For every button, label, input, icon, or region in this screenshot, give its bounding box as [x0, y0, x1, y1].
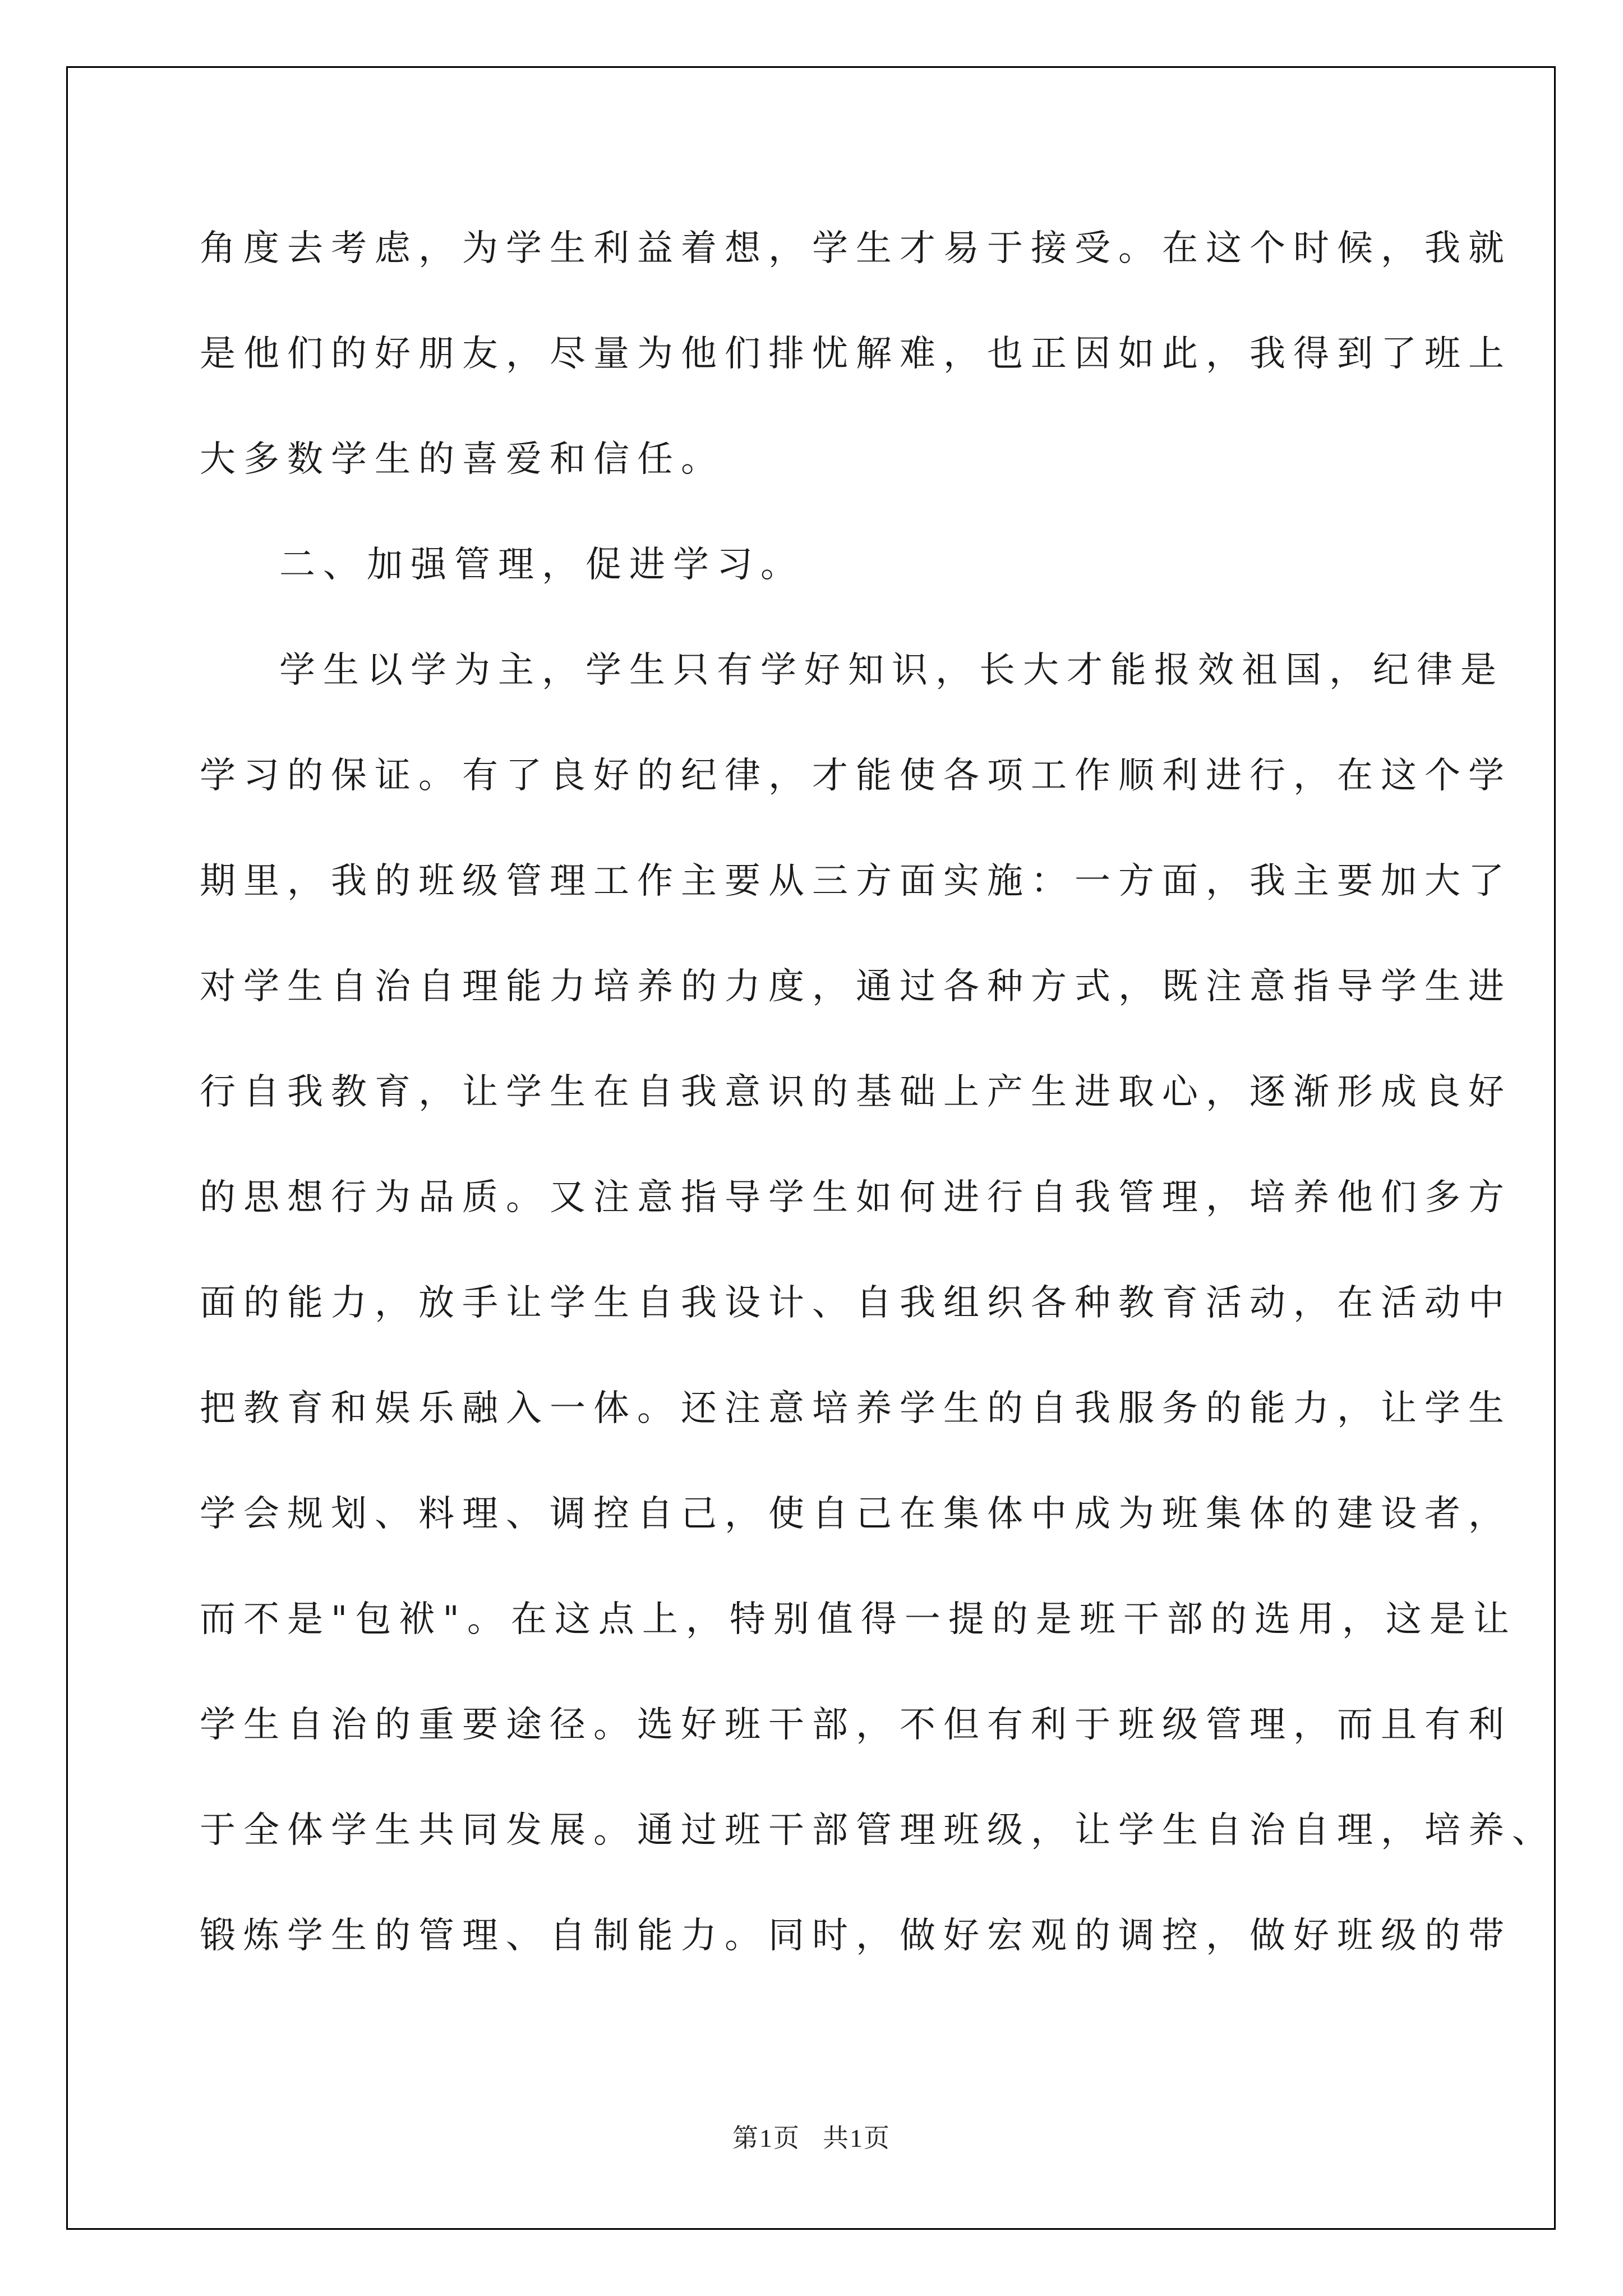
text-line: 学习的保证。有了良好的纪律，才能使各项工作顺利进行，在这个学 [200, 755, 1512, 797]
text-line: 学生自治的重要途径。选好班干部，不但有利于班级管理，而且有利 [200, 1704, 1512, 1746]
text-line: 是他们的好朋友，尽量为他们排忧解难，也正因如此，我得到了班上 [200, 333, 1512, 375]
text-line: 面的能力，放手让学生自我设计、自我组织各种教育活动，在活动中 [200, 1282, 1512, 1324]
text-line: 角度去考虑，为学生利益着想，学生才易于接受。在这个时候，我就 [200, 228, 1512, 269]
text-line: 学会规划、料理、调控自己，使自己在集体中成为班集体的建设者， [200, 1493, 1512, 1535]
section-heading: 二、加强管理，促进学习。 [279, 544, 804, 586]
page-total: 共1页 [823, 2124, 891, 2152]
document-body [200, 223, 1556, 2016]
text-line: 锻炼学生的管理、自制能力。同时，做好宏观的调控，做好班级的带 [200, 1915, 1512, 1957]
text-line: 于全体学生共同发展。通过班干部管理班级，让学生自治自理，培养、 [200, 1810, 1556, 1851]
text-line: 的思想行为品质。又注意指导学生如何进行自我管理，培养他们多方 [200, 1177, 1512, 1218]
text-line: 行自我教育，让学生在自我意识的基础上产生进取心，逐渐形成良好 [200, 1071, 1512, 1113]
paragraph-first-line: 学生以学为主，学生只有学好知识，长大才能报效祖国，纪律是 [279, 650, 1504, 691]
text-line: 把教育和娱乐融入一体。还注意培养学生的自我服务的能力，让学生 [200, 1388, 1512, 1429]
page-number: 第1页 [732, 2124, 800, 2152]
text-line: 而不是"包袱"。在这点上，特别值得一提的是班干部的选用，这是让 [200, 1599, 1517, 1640]
page-footer [0, 2118, 1623, 2155]
text-line: 大多数学生的喜爱和信任。 [200, 439, 725, 480]
text-line: 对学生自治自理能力培养的力度，通过各种方式，既注意指导学生进 [200, 966, 1512, 1007]
text-line: 期里，我的班级管理工作主要从三方面实施：一方面，我主要加大了 [200, 861, 1512, 902]
